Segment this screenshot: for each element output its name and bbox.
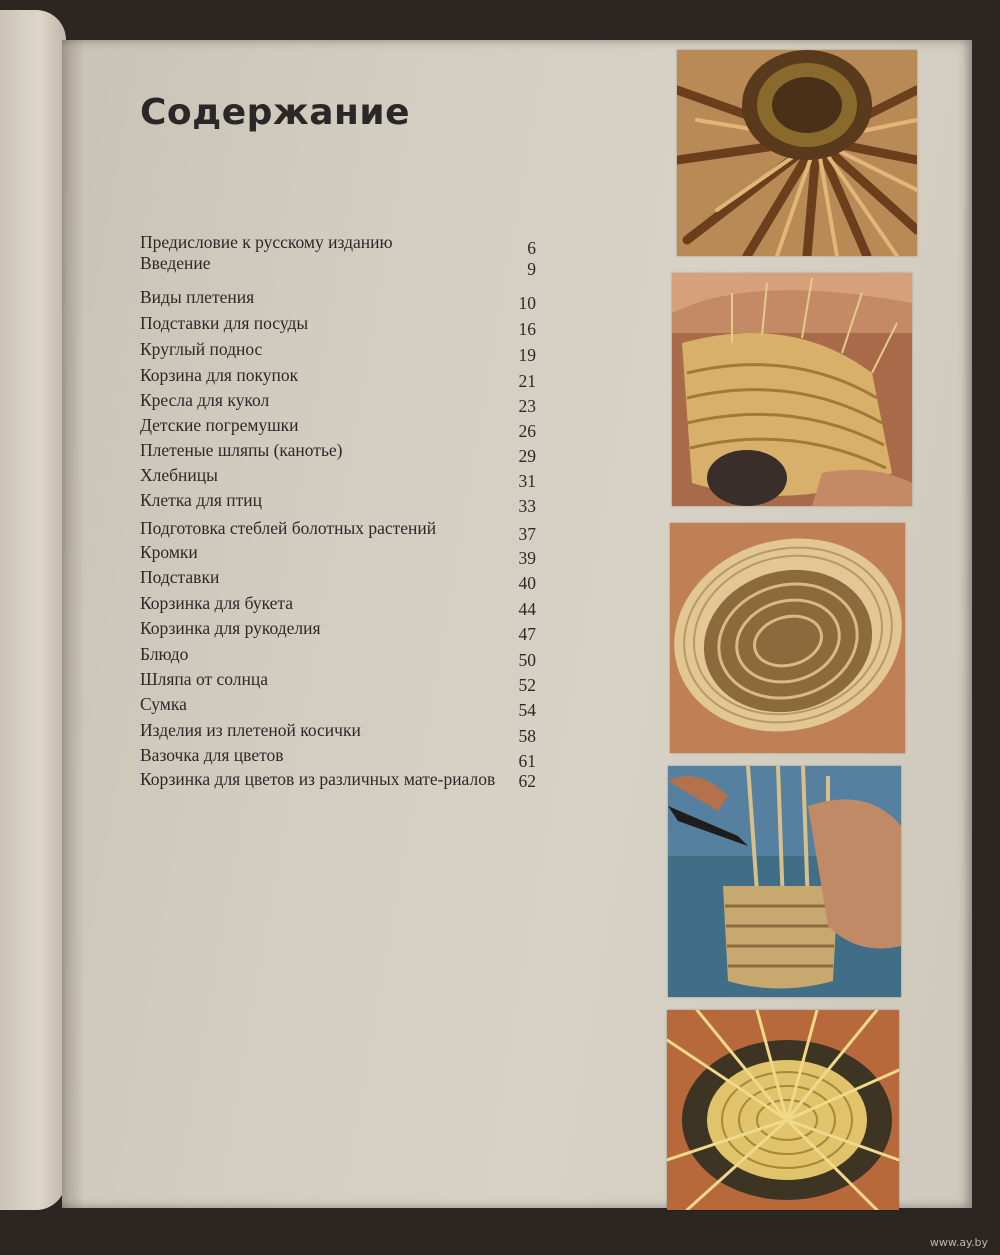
- toc-entry: [140, 365, 540, 391]
- toc-entry-page: 23: [518, 396, 536, 416]
- toc-entry-label: Подготовка стеблей болотных растений: [140, 518, 437, 538]
- toc-entry-label: Сумка: [140, 694, 187, 714]
- photo-oval-basket: [670, 523, 905, 753]
- toc-entry: [140, 618, 540, 644]
- toc-entry: [140, 253, 540, 279]
- toc-entry-page: 47: [518, 624, 536, 644]
- toc-entry: [140, 644, 540, 670]
- photo-pliers-basket: [668, 766, 901, 997]
- toc-entry-page: 29: [518, 446, 536, 466]
- page-gutter-shadow: [62, 40, 84, 1208]
- toc-entry-page: 21: [518, 371, 536, 391]
- toc-entry-label: Корзинка для цветов из различных мате-риалов: [140, 769, 496, 789]
- toc-entry-page: 31: [518, 471, 536, 491]
- toc-entry-label: Клетка для птиц: [140, 490, 263, 510]
- toc-entry-page: 6: [527, 238, 536, 258]
- toc-entry-page: 10: [518, 293, 536, 313]
- toc-entry-label: Подставки для посуды: [140, 313, 309, 333]
- photo-weaving-stakes: [677, 50, 917, 256]
- page-title: Содержание: [140, 92, 411, 133]
- toc-entry: [140, 339, 540, 365]
- toc-entry-page: 58: [518, 726, 536, 746]
- toc-entry-label: Плетеные шляпы (канотье): [140, 440, 343, 460]
- toc-entry: [140, 390, 540, 416]
- toc-entry-page: 40: [518, 573, 536, 593]
- toc-entry-label: Круглый поднос: [140, 339, 263, 359]
- toc-entry-label: Шляпа от солнца: [140, 669, 269, 689]
- toc-entry: [140, 440, 540, 466]
- toc-entry-page: 39: [518, 548, 536, 568]
- toc-entry-label: Предисловие к русскому изданию: [140, 232, 393, 252]
- toc-entry-label: Изделия из плетеной косички: [140, 720, 361, 740]
- toc-entry-label: Введение: [140, 253, 211, 273]
- toc-entry-page: 19: [518, 345, 536, 365]
- toc-entry-label: Вазочка для цветов: [140, 745, 284, 765]
- toc-entry-page: 62: [518, 771, 536, 791]
- toc-entry: [140, 232, 540, 258]
- photo-basket-hands: [672, 273, 912, 506]
- toc-entry-label: Виды плетения: [140, 287, 255, 307]
- toc-entry: [140, 745, 540, 771]
- toc-entry-label: Корзинка для рукоделия: [140, 618, 321, 638]
- toc-entry: [140, 593, 540, 619]
- toc-entry-label: Корзина для покупок: [140, 365, 299, 385]
- toc-entry-label: Кромки: [140, 542, 198, 562]
- toc-entry-page: 52: [518, 675, 536, 695]
- toc-entry: [140, 769, 540, 790]
- photo-basket-base: [667, 1010, 899, 1210]
- toc-entry-label: Кресла для кукол: [140, 390, 270, 410]
- toc-entry-label: Подставки: [140, 567, 220, 587]
- toc-entry-page: 44: [518, 599, 536, 619]
- toc-entry: [140, 465, 540, 491]
- toc-entry-page: 37: [518, 524, 536, 544]
- toc-entry: [140, 567, 540, 593]
- toc-entry: [140, 694, 540, 720]
- toc-entry: [140, 415, 540, 441]
- toc-entry: [140, 490, 540, 516]
- toc-entry-label: Детские погремушки: [140, 415, 299, 435]
- toc-entry-label: Блюдо: [140, 644, 189, 664]
- left-page-edge: [0, 10, 66, 1210]
- toc-entry: [140, 287, 540, 313]
- toc-entry-page: 50: [518, 650, 536, 670]
- toc-entry-label: Хлебницы: [140, 465, 218, 485]
- watermark: www.ay.by: [929, 1236, 988, 1249]
- toc-entry-page: 33: [518, 496, 536, 516]
- toc-entry: [140, 669, 540, 695]
- toc-entry: [140, 518, 540, 544]
- toc-entry-page: 61: [518, 751, 536, 771]
- toc-entry-label: Корзинка для букета: [140, 593, 294, 613]
- toc-entry: [140, 720, 540, 746]
- toc-entry-page: 9: [527, 259, 536, 279]
- toc-entry: [140, 542, 540, 568]
- toc-entry-page: 26: [518, 421, 536, 441]
- toc-entry-page: 54: [518, 700, 536, 720]
- toc-entry-page: 16: [518, 319, 536, 339]
- toc-entry: [140, 313, 540, 339]
